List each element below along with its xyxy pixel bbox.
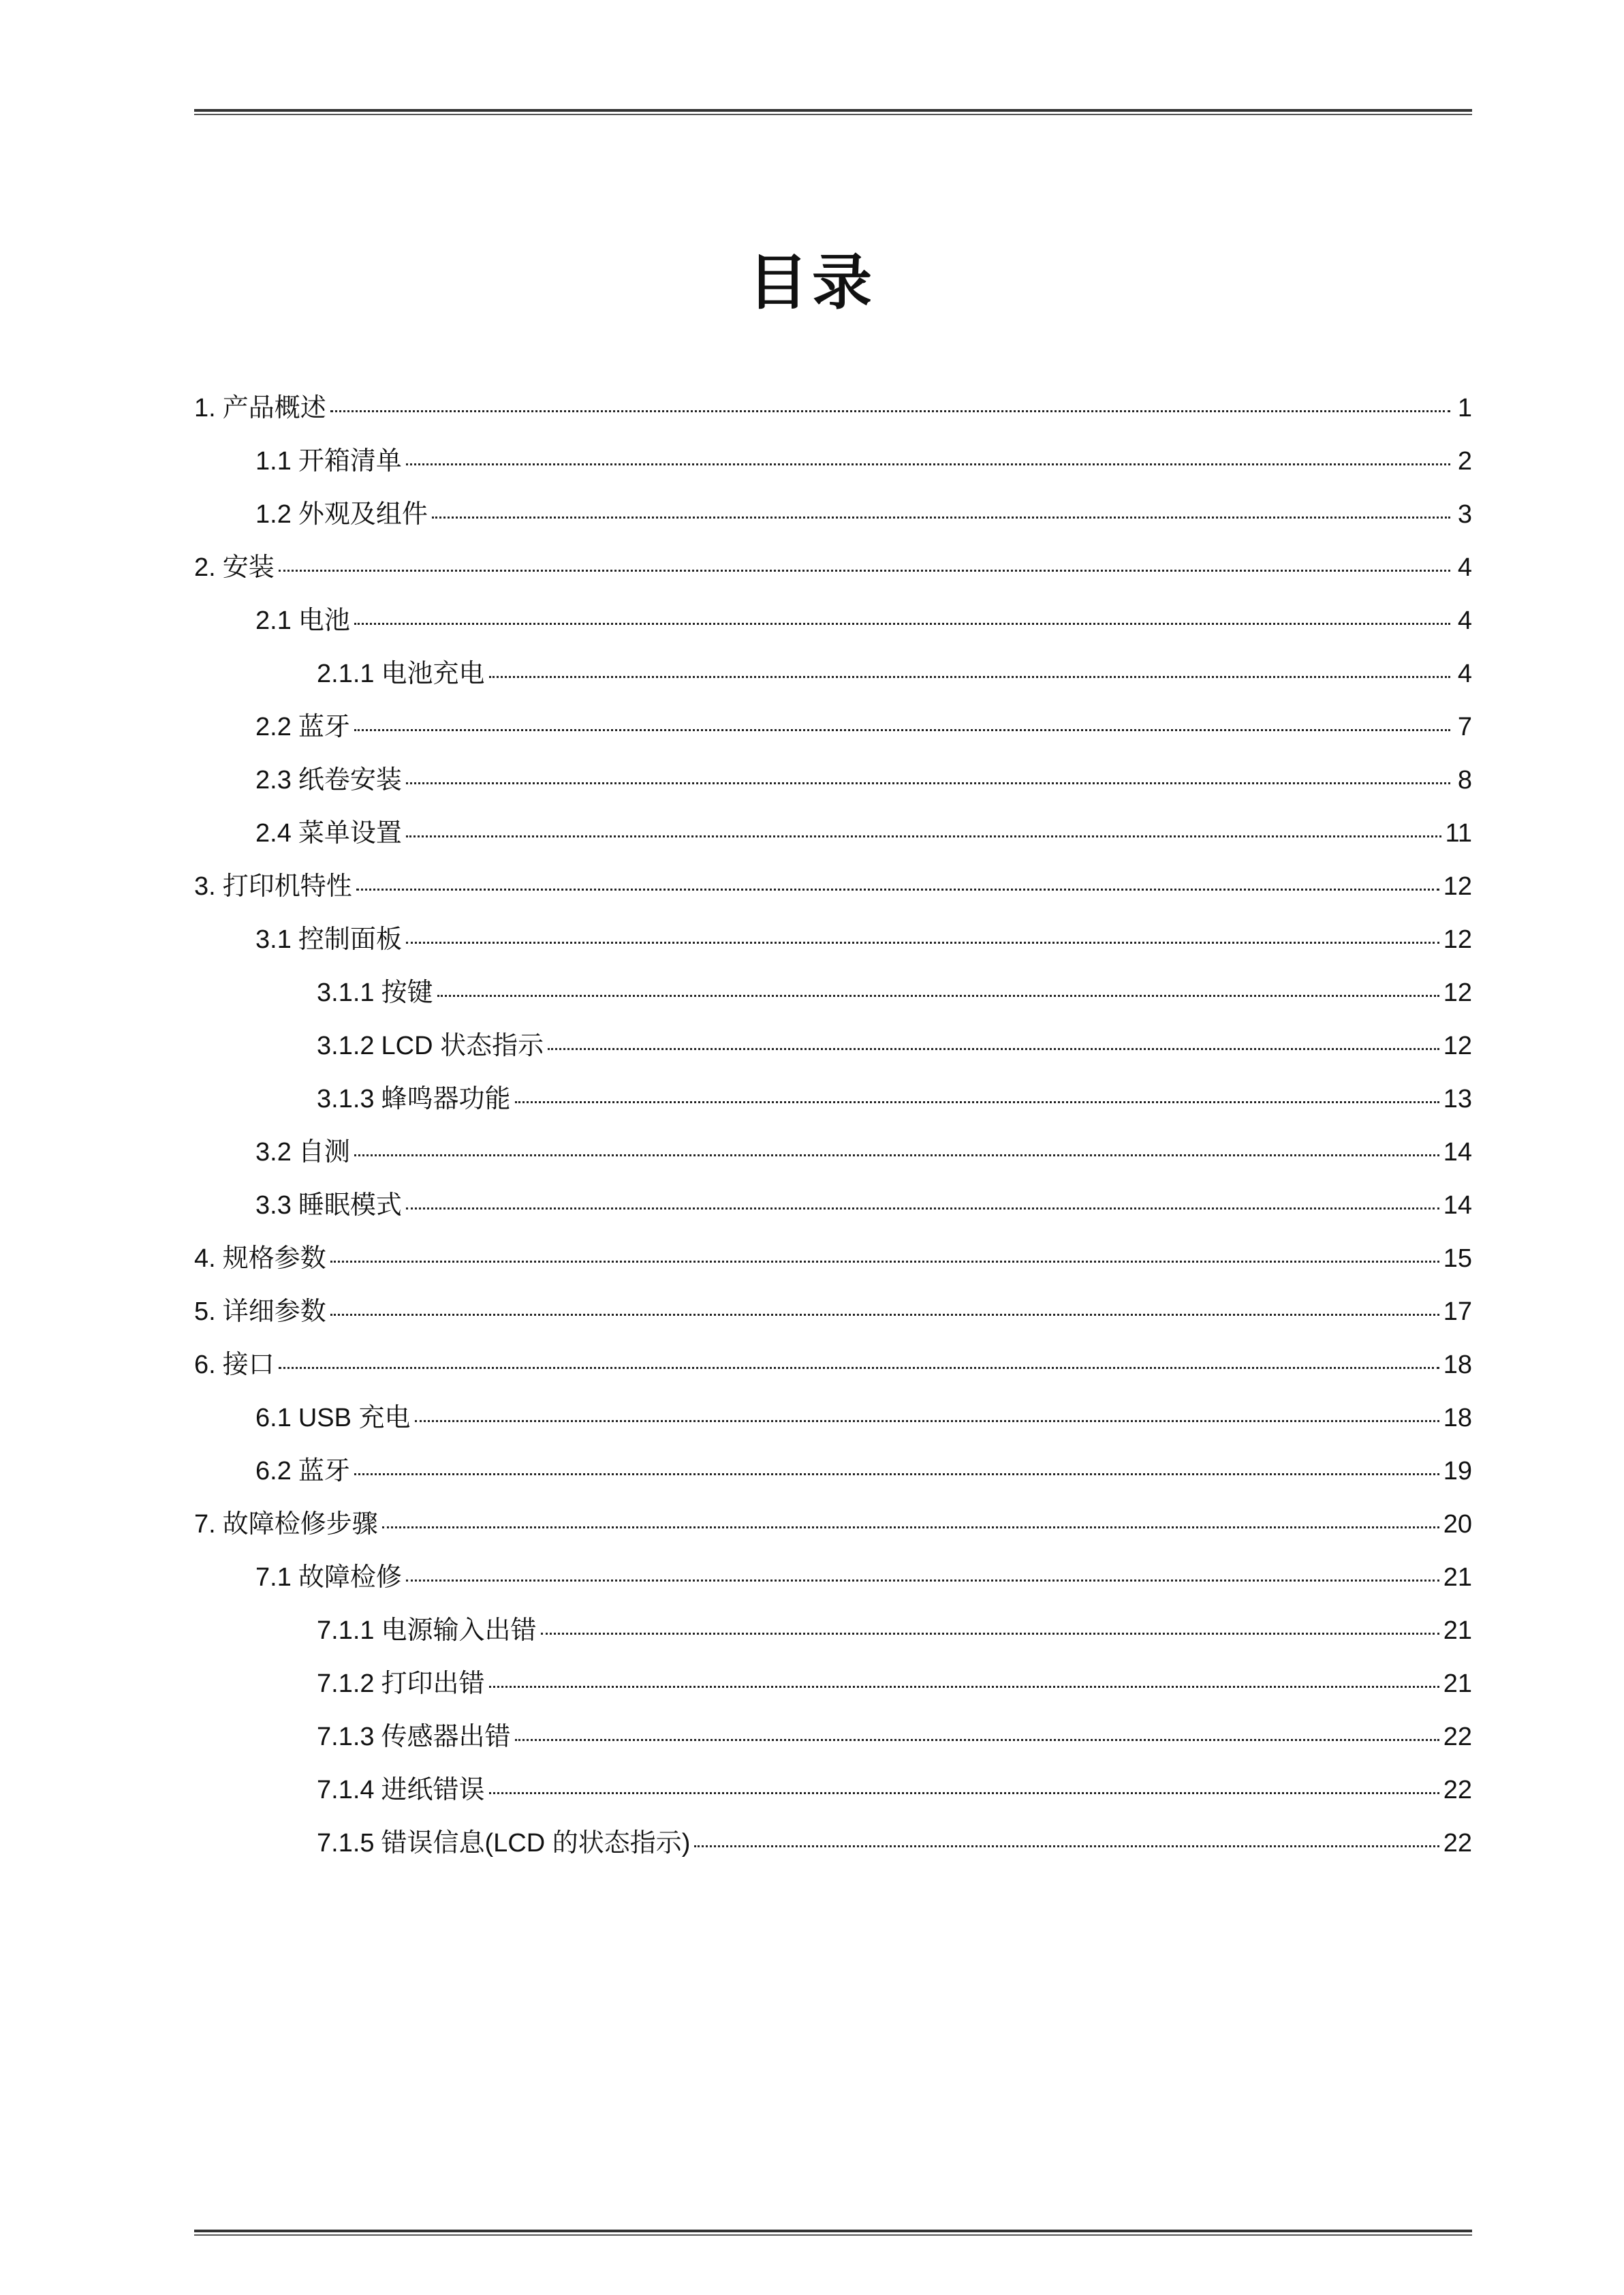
toc-number: 7.1.4 [317, 1776, 375, 1804]
table-of-contents [194, 386, 1472, 1875]
toc-number: 3.1.2 [317, 1032, 375, 1060]
toc-page: 13 [1443, 1085, 1472, 1113]
toc-title: 外观及组件 [298, 500, 428, 529]
toc-leader [406, 782, 1450, 784]
toc-entry[interactable] [194, 971, 1472, 1024]
toc-title: 打印出错 [381, 1669, 485, 1698]
toc-number: 2.3 [255, 766, 292, 795]
toc-title: 详细参数 [222, 1297, 326, 1326]
page-title: 目录 [747, 247, 876, 318]
toc-entry[interactable] [194, 1715, 1472, 1768]
header-rule [194, 109, 1472, 117]
toc-number: 1. [194, 394, 216, 422]
toc-number: 3.1 [255, 925, 292, 954]
toc-number: 7.1.1 [317, 1616, 375, 1645]
toc-entry[interactable] [194, 1396, 1472, 1449]
toc-title: 睡眠模式 [298, 1191, 402, 1220]
toc-leader [279, 570, 1450, 572]
toc-page: 22 [1443, 1829, 1472, 1858]
toc-number: 7.1 [255, 1563, 292, 1592]
toc-leader [354, 1473, 1439, 1475]
toc-leader [541, 1633, 1439, 1635]
toc-page: 3 [1457, 500, 1472, 529]
toc-entry[interactable] [194, 1449, 1472, 1503]
toc-leader [489, 676, 1450, 678]
toc-number: 2.1 [255, 606, 292, 635]
toc-title: 错误信息(LCD 的状态指示) [381, 1829, 691, 1858]
toc-entry[interactable] [194, 1768, 1472, 1821]
toc-leader [694, 1845, 1439, 1847]
toc-title: LCD 状态指示 [381, 1032, 544, 1060]
toc-page: 12 [1443, 979, 1472, 1007]
toc-leader [515, 1739, 1439, 1741]
toc-title: 电池 [298, 606, 350, 635]
toc-title: 故障检修 [298, 1563, 402, 1592]
toc-leader [382, 1526, 1439, 1528]
toc-page: 22 [1443, 1776, 1472, 1804]
toc-number: 6.1 [255, 1404, 292, 1432]
toc-leader [279, 1367, 1439, 1369]
toc-number: 1.1 [255, 447, 292, 476]
toc-leader [330, 1314, 1439, 1316]
toc-page: 19 [1443, 1457, 1472, 1485]
toc-number: 6.2 [255, 1457, 292, 1485]
toc-page: 18 [1443, 1404, 1472, 1432]
toc-leader [489, 1792, 1439, 1794]
toc-title: 进纸错误 [381, 1776, 485, 1804]
toc-entry[interactable] [194, 705, 1472, 758]
toc-leader [354, 1154, 1439, 1156]
toc-number: 3. [194, 872, 216, 901]
toc-leader [406, 463, 1450, 465]
toc-page: 21 [1443, 1669, 1472, 1698]
toc-page: 8 [1457, 766, 1472, 795]
toc-leader [330, 410, 1450, 412]
toc-entry[interactable] [194, 1077, 1472, 1130]
toc-entry[interactable] [194, 812, 1472, 865]
toc-leader [354, 729, 1450, 731]
toc-page: 4 [1457, 553, 1472, 582]
toc-leader [356, 889, 1439, 891]
toc-page: 20 [1443, 1510, 1472, 1539]
toc-number: 3.2 [255, 1138, 292, 1167]
toc-title: 传感器出错 [381, 1723, 511, 1751]
toc-number: 7.1.3 [317, 1723, 375, 1751]
toc-entry[interactable] [194, 1662, 1472, 1715]
toc-leader [437, 995, 1439, 997]
toc-title: 纸卷安装 [298, 766, 402, 795]
toc-leader [548, 1048, 1439, 1050]
toc-title: 电源输入出错 [381, 1616, 537, 1645]
toc-title: 控制面板 [298, 925, 402, 954]
toc-page: 4 [1457, 606, 1472, 635]
footer-rule [194, 2230, 1472, 2238]
toc-title: 接口 [222, 1351, 275, 1379]
toc-title: 规格参数 [222, 1244, 326, 1273]
toc-entry[interactable] [194, 1290, 1472, 1343]
toc-number: 1.2 [255, 500, 292, 529]
toc-leader [432, 517, 1450, 519]
toc-entry[interactable] [194, 1343, 1472, 1396]
toc-title: 蓝牙 [298, 713, 350, 741]
toc-title: 蜂鸣器功能 [381, 1085, 511, 1113]
toc-page: 14 [1443, 1138, 1472, 1167]
toc-number: 7.1.5 [317, 1829, 375, 1858]
toc-page: 12 [1443, 872, 1472, 901]
toc-page: 18 [1443, 1351, 1472, 1379]
toc-number: 7. [194, 1510, 216, 1539]
toc-title: 电池充电 [381, 660, 485, 688]
toc-number: 5. [194, 1297, 216, 1326]
toc-entry[interactable] [194, 1503, 1472, 1556]
toc-number: 3.1.3 [317, 1085, 375, 1113]
toc-entry[interactable] [194, 1821, 1472, 1875]
toc-number: 2. [194, 553, 216, 582]
toc-leader [406, 942, 1439, 944]
toc-title: 产品概述 [222, 394, 326, 422]
toc-title: 打印机特性 [222, 872, 352, 901]
toc-entry[interactable] [194, 386, 1472, 440]
toc-title: 按键 [381, 979, 433, 1007]
toc-entry[interactable] [194, 440, 1472, 493]
toc-entry[interactable] [194, 758, 1472, 812]
toc-title: 开箱清单 [298, 447, 402, 476]
toc-title: 蓝牙 [298, 1457, 350, 1485]
toc-title: 菜单设置 [298, 819, 402, 848]
toc-entry[interactable] [194, 1237, 1472, 1290]
toc-entry[interactable] [194, 546, 1472, 599]
toc-entry[interactable] [194, 1556, 1472, 1609]
toc-page: 17 [1443, 1297, 1472, 1326]
toc-page: 15 [1443, 1244, 1472, 1273]
toc-entry[interactable] [194, 1609, 1472, 1662]
toc-page: 21 [1443, 1616, 1472, 1645]
toc-number: 2.4 [255, 819, 292, 848]
toc-page: 22 [1443, 1723, 1472, 1751]
toc-page: 7 [1457, 713, 1472, 741]
toc-page: 1 [1457, 394, 1472, 422]
toc-page: 2 [1457, 447, 1472, 476]
toc-entry[interactable] [194, 1024, 1472, 1077]
toc-number: 3.1.1 [317, 979, 375, 1007]
toc-number: 7.1.2 [317, 1669, 375, 1698]
toc-title: 故障检修步骤 [222, 1510, 378, 1539]
toc-leader [415, 1420, 1439, 1422]
toc-page: 21 [1443, 1563, 1472, 1592]
toc-page: 12 [1443, 1032, 1472, 1060]
toc-number: 3.3 [255, 1191, 292, 1220]
toc-page: 12 [1443, 925, 1472, 954]
toc-leader [406, 835, 1441, 837]
toc-leader [515, 1101, 1439, 1103]
toc-number: 2.2 [255, 713, 292, 741]
toc-entry[interactable] [194, 599, 1472, 652]
toc-page: 4 [1457, 660, 1472, 688]
toc-number: 2.1.1 [317, 660, 375, 688]
toc-entry[interactable] [194, 1130, 1472, 1184]
toc-leader [354, 623, 1450, 625]
toc-page: 11 [1445, 819, 1472, 848]
toc-entry[interactable] [194, 1184, 1472, 1237]
toc-entry[interactable] [194, 652, 1472, 705]
toc-leader [330, 1261, 1439, 1263]
toc-number: 6. [194, 1351, 216, 1379]
toc-leader [489, 1686, 1439, 1688]
toc-page: 14 [1443, 1191, 1472, 1220]
toc-leader [406, 1580, 1439, 1582]
toc-title: 安装 [222, 553, 275, 582]
toc-entry[interactable] [194, 493, 1472, 546]
toc-number: 4. [194, 1244, 216, 1273]
toc-entry[interactable] [194, 865, 1472, 918]
toc-leader [406, 1207, 1439, 1210]
toc-entry[interactable] [194, 918, 1472, 971]
toc-title: USB 充电 [298, 1404, 411, 1432]
toc-title: 自测 [298, 1138, 350, 1167]
